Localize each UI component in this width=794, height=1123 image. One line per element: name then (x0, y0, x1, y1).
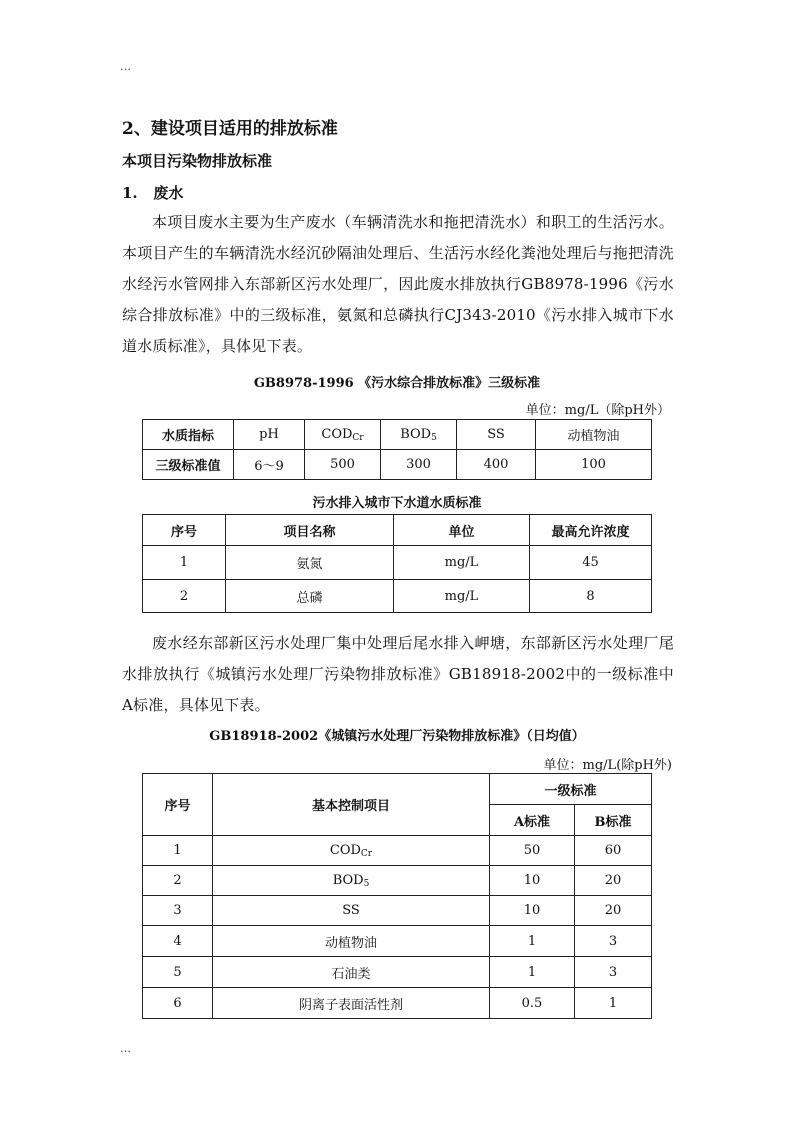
table-row (143, 836, 652, 866)
footer-ellipsis: … (120, 1042, 132, 1055)
table1-col-name: 动植物油 (536, 420, 652, 450)
table3-header-item: 基本控制项目 (213, 774, 490, 836)
table2-cell: mg/L (394, 546, 530, 580)
table2-cell: 45 (530, 546, 652, 580)
table1 (142, 419, 652, 480)
table3-header-no: 序号 (143, 774, 213, 836)
table-row (143, 896, 652, 926)
table1-value: 300 (381, 450, 457, 480)
table3-caption: GB18918-2002《城镇污水处理厂污染物排放标准》（日均值） (209, 729, 585, 744)
section-title: 2、建设项目适用的排放标准 (122, 119, 338, 139)
table3-unit: 单位：mg/L(除pH外) (543, 758, 672, 773)
header-ellipsis: … (120, 60, 132, 73)
table1-header-row (143, 420, 652, 450)
table2-cell: 氨氮 (226, 546, 394, 580)
table3-a: 0.5 (490, 988, 575, 1019)
table3-item: 动植物油 (213, 926, 490, 957)
table3-header-group: 一级标准 (490, 774, 652, 805)
table2-cell: mg/L (394, 580, 530, 613)
table1-caption: GB8978-1996 《污水综合排放标准》三级标准 (253, 376, 541, 391)
table1-row-header: 水质指标 (143, 420, 234, 450)
table3-a: 50 (490, 836, 575, 866)
table3-a: 10 (490, 896, 575, 926)
item-title: 1. 废水 (122, 184, 184, 202)
table1-col-name: SS (457, 420, 536, 450)
table1-value: 6～9 (234, 450, 305, 480)
table-row (143, 546, 652, 580)
table3-header-row (143, 774, 652, 805)
table-row (143, 988, 652, 1019)
table-row (143, 580, 652, 613)
table1-value: 400 (457, 450, 536, 480)
table2-cell: 2 (143, 580, 226, 613)
table3-no: 4 (143, 926, 213, 957)
table2 (142, 514, 652, 613)
table3-b: 3 (575, 926, 652, 957)
table3-header-a: A标准 (490, 805, 575, 836)
table2-cell: 8 (530, 580, 652, 613)
table1-row-header: 三级标准值 (143, 450, 234, 480)
table2-cell: 总磷 (226, 580, 394, 613)
table3-no: 2 (143, 866, 213, 896)
table1-col-name: $BOD_5$ (381, 420, 457, 450)
table2-header: 项目名称 (226, 515, 394, 546)
table3-a: 10 (490, 866, 575, 896)
table-row (143, 866, 652, 896)
table3-no: 1 (143, 836, 213, 866)
table2-header: 单位 (394, 515, 530, 546)
table3-no: 3 (143, 896, 213, 926)
table3-item: $COD_{Cr}$ (213, 836, 490, 866)
paragraph-treatment-plant: 废水经东部新区污水处理厂集中处理后尾水排入岬塘，东部新区污水处理厂尾水排放执行《城镇污水处理厂污染物排放标准》GB18918-2002中的一级标准中A标准，具体见下表。 (122, 634, 674, 714)
table1-col-name: pH (234, 420, 305, 450)
table3 (142, 773, 652, 1019)
table3-a: 1 (490, 926, 575, 957)
table2-header-row (143, 515, 652, 546)
table2-header: 序号 (143, 515, 226, 546)
subsection-title: 本项目污染物排放标准 (122, 152, 273, 170)
table3-header-b: B标准 (575, 805, 652, 836)
table1-value: 500 (305, 450, 381, 480)
table3-a: 1 (490, 957, 575, 988)
table3-b: 20 (575, 866, 652, 896)
table3-b: 60 (575, 836, 652, 866)
table3-b: 20 (575, 896, 652, 926)
table2-header: 最高允许浓度 (530, 515, 652, 546)
table1-value-row (143, 450, 652, 480)
table3-item: 石油类 (213, 957, 490, 988)
table1-value: 100 (536, 450, 652, 480)
table3-no: 5 (143, 957, 213, 988)
table2-caption: 污水排入城市下水道水质标准 (312, 496, 482, 511)
table1-unit: 单位：mg/L（除pH外） (525, 403, 670, 418)
table3-no: 6 (143, 988, 213, 1019)
paragraph-wastewater: 本项目废水主要为生产废水（车辆清洗水和拖把清洗水）和职工的生活污水。本项目产生的车辆清洗水经沉砂隔油处理后、生活污水经化粪池处理后与拖把清洗水经污水管网排入东部新区污水处理厂，因此废水排放执行GB8978-1996《污水综合排放标准》中的三级标准，氨氮和总磷执行CJ343-2010《污水排入城市下水道水质标准》，具体见下表。 (122, 213, 674, 355)
table3-item: 阴离子表面活性剂 (213, 988, 490, 1019)
table3-b: 1 (575, 988, 652, 1019)
table3-item: $BOD_5$ (213, 866, 490, 896)
table3-item: SS (213, 896, 490, 926)
table-row (143, 957, 652, 988)
table-row (143, 926, 652, 957)
table3-b: 3 (575, 957, 652, 988)
table1-col-name: $COD_{Cr}$ (305, 420, 381, 450)
table2-cell: 1 (143, 546, 226, 580)
